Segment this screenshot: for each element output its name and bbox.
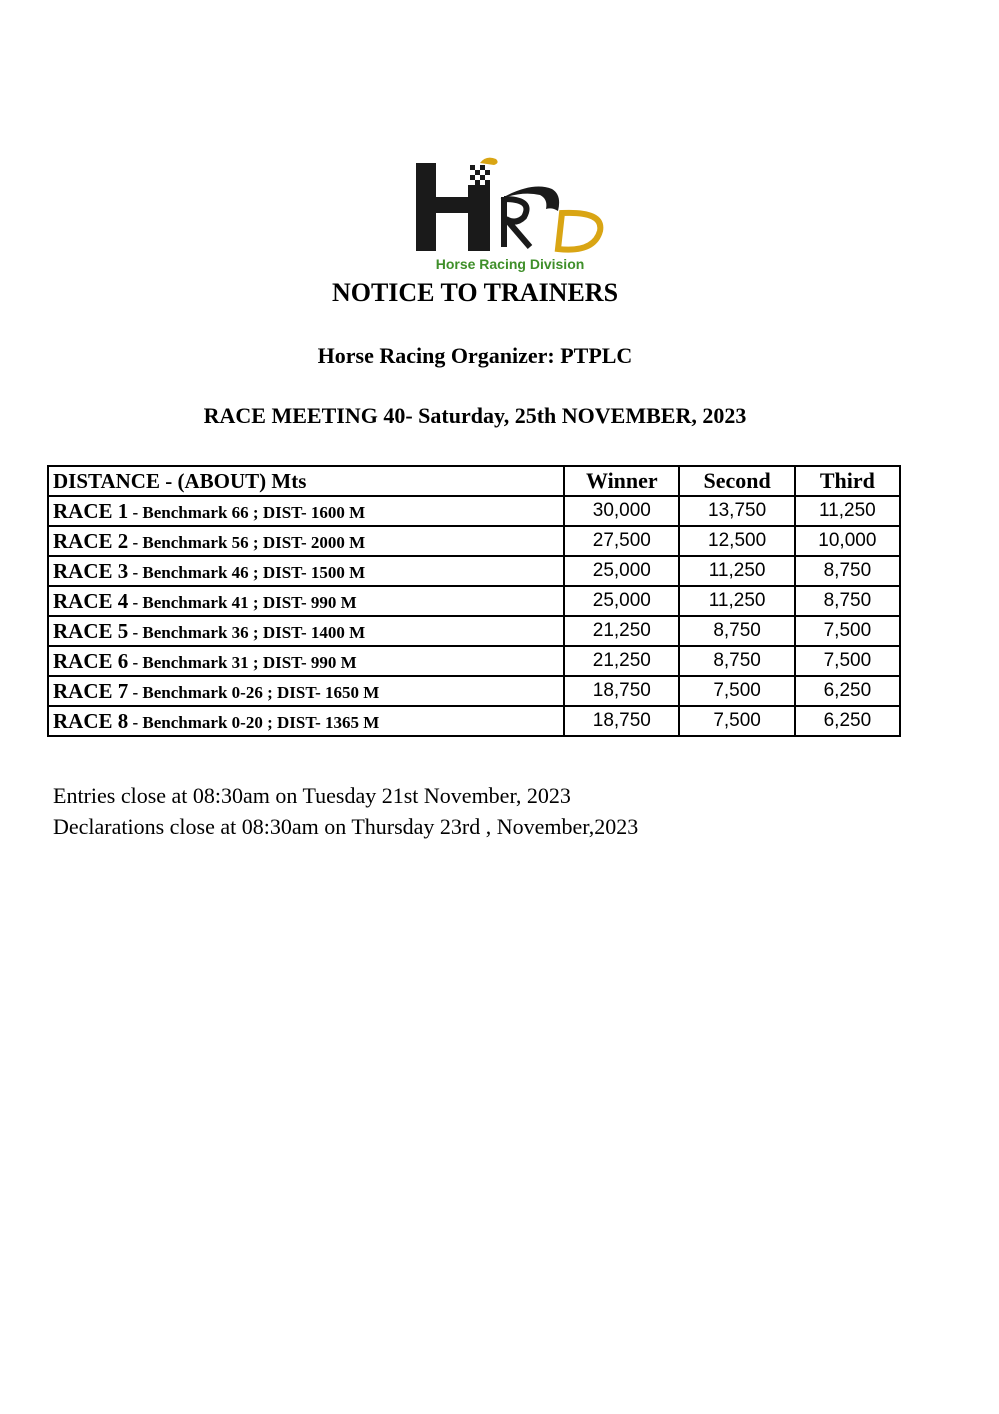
race-label <box>48 646 564 676</box>
prize-winner: 21,250 <box>564 616 679 646</box>
race-detail: - Benchmark 41 ; DIST- 990 M <box>128 592 357 612</box>
prize-second: 11,250 <box>679 556 794 586</box>
prize-winner: 25,000 <box>564 586 679 616</box>
prize-third: 7,500 <box>795 616 900 646</box>
race-label <box>48 526 564 556</box>
column-header-third: Third <box>795 466 900 496</box>
prize-second: 11,250 <box>679 586 794 616</box>
prize-second: 7,500 <box>679 676 794 706</box>
race-detail: - Benchmark 36 ; DIST- 1400 M <box>128 622 366 642</box>
table-row <box>48 586 900 616</box>
race-number: RACE 5 <box>53 618 129 643</box>
meeting-line: RACE MEETING 40- Saturday, 25th NOVEMBER, 2023 <box>203 403 747 428</box>
table-row <box>48 526 900 556</box>
race-detail: - Benchmark 56 ; DIST- 2000 M <box>128 532 366 552</box>
race-label <box>48 706 564 736</box>
race-label <box>48 496 564 526</box>
declarations-close-note: Declarations close at 08:30am on Thursday 23rd , November,2023 <box>53 814 639 839</box>
race-detail: - Benchmark 0-26 ; DIST- 1650 M <box>128 682 380 702</box>
prize-winner: 27,500 <box>564 526 679 556</box>
column-header-distance: DISTANCE - (ABOUT) Mts <box>48 466 564 496</box>
race-label <box>48 586 564 616</box>
race-number: RACE 1 <box>53 498 129 523</box>
race-number: RACE 3 <box>53 558 129 583</box>
table-header-row <box>48 466 900 496</box>
table-row <box>48 676 900 706</box>
prize-third: 7,500 <box>795 646 900 676</box>
race-detail: - Benchmark 31 ; DIST- 990 M <box>128 652 357 672</box>
race-rows <box>48 496 900 736</box>
prize-winner: 21,250 <box>564 646 679 676</box>
race-number: RACE 8 <box>53 708 129 733</box>
notes <box>53 780 638 842</box>
prize-second: 12,500 <box>679 526 794 556</box>
race-label <box>48 616 564 646</box>
prize-winner: 18,750 <box>564 676 679 706</box>
table-row <box>48 556 900 586</box>
page-title: NOTICE TO TRAINERS <box>331 278 619 307</box>
prize-third: 10,000 <box>795 526 900 556</box>
race-detail: - Benchmark 0-20 ; DIST- 1365 M <box>128 712 380 732</box>
prize-table <box>47 465 901 737</box>
organizer-line: Horse Racing Organizer: PTPLC <box>317 343 633 368</box>
entries-close-note: Entries close at 08:30am on Tuesday 21st November, 2023 <box>53 783 571 808</box>
logo-caption: Horse Racing Division <box>435 256 585 272</box>
column-header-winner: Winner <box>564 466 679 496</box>
race-number: RACE 4 <box>53 588 129 613</box>
race-detail: - Benchmark 46 ; DIST- 1500 M <box>128 562 366 582</box>
race-label <box>48 556 564 586</box>
table-row <box>48 646 900 676</box>
column-header-second: Second <box>679 466 794 496</box>
table-row <box>48 706 900 736</box>
race-label <box>48 676 564 706</box>
race-detail: - Benchmark 66 ; DIST- 1600 M <box>128 502 366 522</box>
race-number: RACE 7 <box>53 678 129 703</box>
table-row <box>48 496 900 526</box>
prize-third: 6,250 <box>795 706 900 736</box>
prize-second: 8,750 <box>679 616 794 646</box>
prize-third: 8,750 <box>795 556 900 586</box>
prize-second: 8,750 <box>679 646 794 676</box>
prize-third: 6,250 <box>795 676 900 706</box>
prize-second: 13,750 <box>679 496 794 526</box>
prize-winner: 18,750 <box>564 706 679 736</box>
prize-winner: 25,000 <box>564 556 679 586</box>
race-number: RACE 6 <box>53 648 129 673</box>
prize-third: 8,750 <box>795 586 900 616</box>
table-row <box>48 616 900 646</box>
prize-third: 11,250 <box>795 496 900 526</box>
prize-second: 7,500 <box>679 706 794 736</box>
race-number: RACE 2 <box>53 528 129 553</box>
prize-winner: 30,000 <box>564 496 679 526</box>
